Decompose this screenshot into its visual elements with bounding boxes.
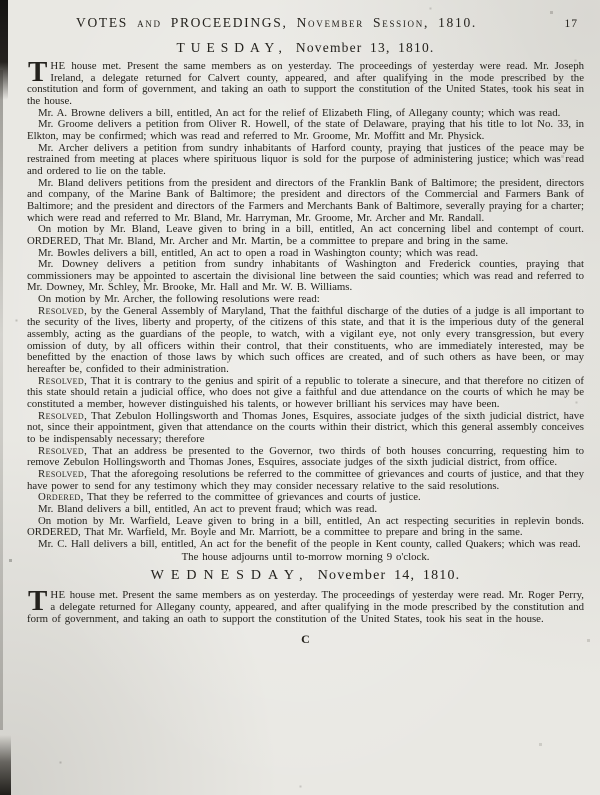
paragraph-text: , That Zebulon Hollingsworth and Thomas Jones, Esquires, associate judges of the sixth judicial district, have not, since their appointment, given that attendance on the courts within their district, which this general assembly conceives to be indispensably necessary; therefore (27, 409, 584, 445)
paragraph-text: On motion by Mr. Archer, the following resolutions were read: (38, 293, 320, 306)
paragraph-text: Mr. C. Hall delivers a bill, entitled, An act for the benefit of the people in Kent county, called Quakers; which was read. (38, 537, 581, 550)
adjournment-line (27, 552, 584, 564)
dropcap: T (28, 585, 48, 618)
paragraph-text: Mr. Bland delivers a bill, entitled, An act to prevent fraud; which was read. (38, 502, 378, 515)
paragraph-text: Mr. Bowles delivers a bill, entitled, An act to open a road in Washington county; which was read. (38, 246, 479, 259)
session-date: November 13, 1810. (295, 40, 435, 55)
session-heading-wednesday (27, 568, 584, 584)
paragraph-resolution (27, 306, 584, 376)
paragraph-text: Mr. Archer delivers a petition from sundry inhabitants of Harford county, praying that justices of the peace may be restrained from meeting at places where spirituous liquor is sold for the purpose of administering justice; which was read and ordered to lie on the table. (27, 141, 584, 177)
smallcaps-lead: Resolved (38, 374, 85, 387)
paragraph-text: , That an address be presented to the Governor, two thirds of both houses concurring, requesting him to remove Zebulon Hollingsworth and Thomas Jones, Esquires, associate judges of the sixth judicial district, from office. (27, 444, 584, 469)
smallcaps-lead: Ordered (38, 491, 81, 504)
paragraph (27, 516, 584, 539)
catchword: C (301, 632, 310, 647)
smallcaps-lead: HE (50, 60, 66, 72)
paragraph (27, 143, 584, 178)
paragraph-text: , by the General Assembly of Maryland, That the faithful discharge of the duties of a judge is all important to the security of the lives, liberty and property, of the citizens of this state, and that it is the imperious duty of the general assembly, acting as the guardians of the people, to watch, with a vigilant eye, not only every transgression, but every omission of duty, by all officers within their control, that their constituents, who are immediately interested, may be benefitted by the enaction of those laws by which such offices are created, and of such others as have been, or may hereafter be, confided to their administration. (27, 304, 584, 376)
session-day: WEDNESDAY, (150, 568, 310, 584)
paragraph (27, 178, 584, 225)
paragraph-text: , That the aforegoing resolutions be referred to the committee of grievances and courts of justice, and that they have power to send for any testimony which they may consider necessary relative to the said resolutions. (27, 467, 584, 492)
paragraph (27, 56, 584, 108)
paragraph-text: On motion by Mr. Bland, Leave given to bring in a bill, entitled, An act concerning libel and contempt of court. ORDERED, That Mr. Bland, Mr. Archer and Mr. Martin, be a committee to prepare and bring in the same. (27, 223, 584, 247)
smallcaps-lead: Resolved (38, 444, 85, 457)
smallcaps-lead: Resolved (38, 467, 85, 480)
paragraph (27, 119, 584, 142)
session-day: TUESDAY, (176, 40, 288, 55)
paragraph (27, 585, 584, 625)
binding-edge-bottom (0, 735, 11, 795)
dropcap: T (28, 56, 48, 88)
paragraph-text: Mr. Groome delivers a petition from Oliver R. Howell, of the state of Delaware, praying that his title to lot No. 33, in Elkton, may be confirmed; which was read and referred to Mr. Groome, Mr. Moffitt and Mr. Physick. (27, 118, 584, 142)
smallcaps-lead: Resolved (38, 304, 85, 317)
paragraph-text: Mr. A. Browne delivers a bill, entitled, An act for the relief of Elizabeth Fling, of Allegany county; which was read. (38, 106, 561, 119)
paragraph-text: house met. Present the same members as on yesterday. The proceedings of yesterday were read. Mr. Joseph Ireland, a delegate returned for Calvert county, appeared, and after qualifying in the mode prescribed by the constitution and form of government, and taking an oath to support the constitution of the United States, took his seat in the house. (27, 60, 584, 107)
page-header (27, 15, 584, 33)
paragraph-text: The house adjourns until to-morrow morning 9 o'clock. (181, 550, 430, 563)
paragraph-text: Mr. Bland delivers petitions from the president and directors of the Franklin Bank of Baltimore; the president, directors and company, of the Marine Bank of Baltimore; the president and directors of the Commercial and Farmers Bank of Baltimore; and the president and directors of the Farmers and Merchants Bank of Baltimore, severally praying for a charter; which were read and referred to Mr. Bland, Mr. Harryman, Mr. Groome, Mr. Archer and Mr. Randall. (27, 176, 584, 224)
text-column (27, 15, 584, 647)
paragraph (27, 259, 584, 294)
running-title: VOTES and PROCEEDINGS, November Session, 1810. (76, 15, 477, 30)
paragraph-resolution (27, 446, 584, 469)
session-heading-tuesday (27, 40, 584, 56)
paragraph-text: Mr. Downey delivers a petition from sundry inhabitants of Washington and Frederick counties, praying that commissioners may be appointed to ascertain the divisional line between the said counties; which was read and referred to Mr. Downey, Mr. Schley, Mr. Brooke, Mr. Hall and Mr. W. B. Williams. (27, 258, 584, 294)
paragraph-resolution (27, 411, 584, 446)
paragraph-text: , That they be referred to the committee of grievances and courts of justice. (80, 491, 421, 504)
smallcaps-lead: Resolved (38, 409, 85, 422)
paragraph-text: , That it is contrary to the genius and spirit of a republic to tolerate a sinecure, and that therefore no citizen of this state should retain a judicial office, who does not give a faithful and due attendance on the courts of which he may be constituted a member, however distinguished his talents, or however brilliant his services may have been. (27, 374, 584, 411)
paragraph (27, 539, 584, 551)
paragraph-text: house met. Present the same members as on yesterday. The proceedings of yesterday were read. Mr. Roger Perry, a delegate returned for Allegany county, appeared, and after qualifying in the mode prescribed by the constitution and form of government, and taking an oath to support the constitution of the United States, took his seat in the house. (27, 589, 584, 625)
paragraph-resolution (27, 469, 584, 492)
paragraph (27, 224, 584, 247)
paragraph-resolution (27, 376, 584, 411)
session-date: November 14, 1810. (317, 568, 461, 584)
paragraph-text: On motion by Mr. Warfield, Leave given to bring in a bill, entitled, An act respecting securities in replevin bonds. ORDERED, That Mr. Warfield, Mr. Boyle and Mr. Marriott, be a committee to prepare and bring in the same. (27, 514, 584, 539)
smallcaps-lead: HE (50, 589, 66, 602)
binding-edge-middle (0, 70, 3, 730)
page-number: 17 (564, 18, 578, 30)
